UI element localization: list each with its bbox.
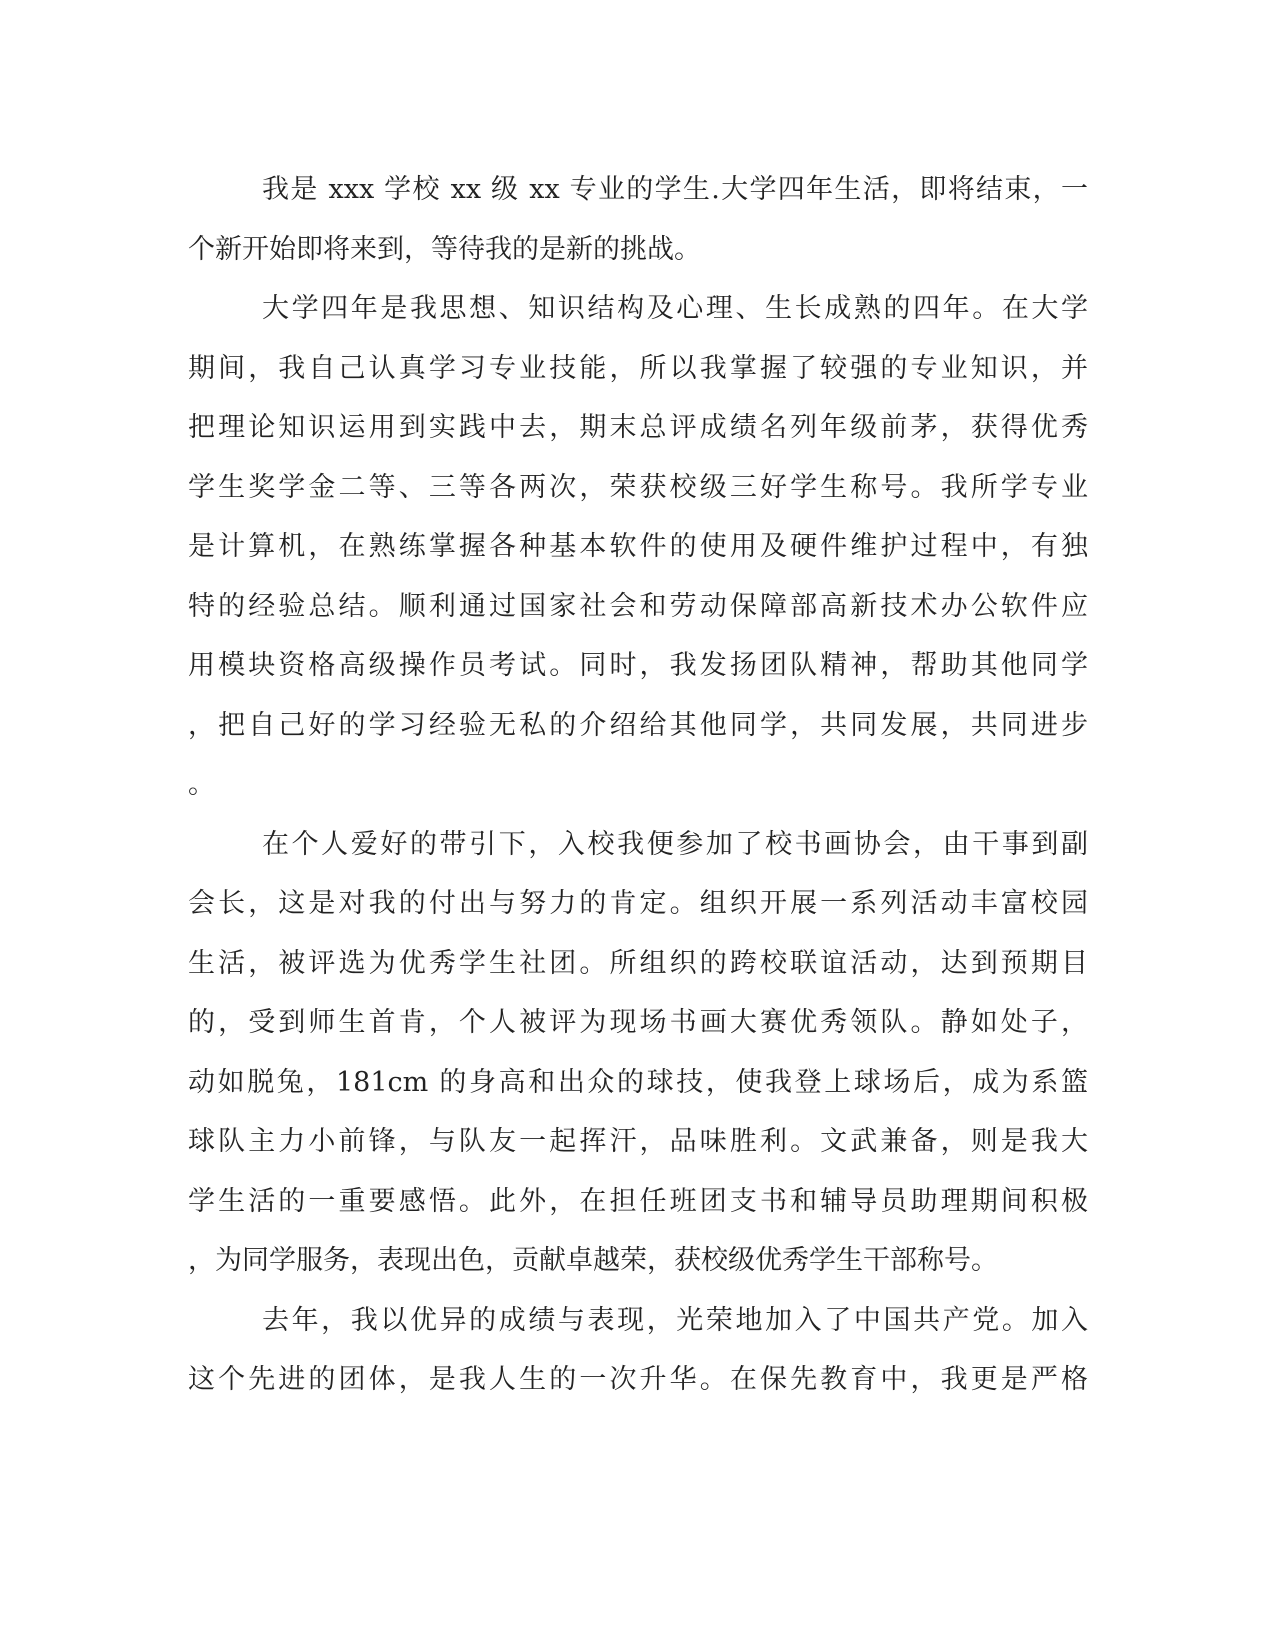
text-line: 的，受到师生首肯，个人被评为现场书画大赛优秀领队。静如处子， [188, 1007, 1088, 1038]
text-line: 个新开始即将来到，等待我的是新的挑战。 [188, 233, 701, 265]
document-body [188, 160, 1088, 1410]
text-line: ，为同学服务，表现出色，贡献卓越荣，获校级优秀学生干部称号。 [188, 1245, 998, 1276]
text-line: 我是 xxx 学校 xx 级 xx 专业的学生.大学四年生活，即将结束，一 [262, 174, 1088, 205]
text-line: 。 [188, 769, 215, 800]
text-line: 球队主力小前锋，与队友一起挥汗，品味胜利。文武兼备，则是我大 [188, 1126, 1088, 1157]
text-line: 是计算机，在熟练掌握各种基本软件的使用及硬件维护过程中，有独 [188, 531, 1088, 562]
paragraph-3 [188, 815, 1088, 1291]
text-line: 会长，这是对我的付出与努力的肯定。组织开展一系列活动丰富校园 [188, 888, 1088, 919]
text-line: 大学四年是我思想、知识结构及心理、生长成熟的四年。在大学 [262, 293, 1088, 324]
text-line: 期间，我自己认真学习专业技能，所以我掌握了较强的专业知识，并 [188, 352, 1088, 384]
paragraph-4 [188, 1291, 1088, 1410]
text-line: 特的经验总结。顺利通过国家社会和劳动保障部高新技术办公软件应 [188, 590, 1088, 622]
text-line: 把理论知识运用到实践中去，期末总评成绩名列年级前茅，获得优秀 [188, 412, 1088, 443]
text-line: 去年，我以优异的成绩与表现，光荣地加入了中国共产党。加入 [262, 1304, 1088, 1336]
text-line: 在个人爱好的带引下，入校我便参加了校书画协会，由干事到副 [262, 828, 1088, 860]
text-line: 生活，被评选为优秀学生社团。所组织的跨校联谊活动，达到预期目 [188, 947, 1088, 979]
paragraph-2 [188, 279, 1088, 815]
paragraph-1 [188, 160, 1088, 279]
text-line: 这个先进的团体，是我人生的一次升华。在保先教育中，我更是严格 [188, 1364, 1088, 1395]
text-line: 学生奖学金二等、三等各两次，荣获校级三好学生称号。我所学专业 [188, 471, 1088, 503]
text-line: 学生活的一重要感悟。此外，在担任班团支书和辅导员助理期间积极 [188, 1185, 1088, 1217]
text-line: ，把自己好的学习经验无私的介绍给其他同学，共同发展，共同进步 [188, 709, 1088, 741]
text-line: 用模块资格高级操作员考试。同时，我发扬团队精神，帮助其他同学 [188, 650, 1088, 681]
text-line: 动如脱兔，181cm 的身高和出众的球技，使我登上球场后，成为系篮 [188, 1066, 1088, 1098]
